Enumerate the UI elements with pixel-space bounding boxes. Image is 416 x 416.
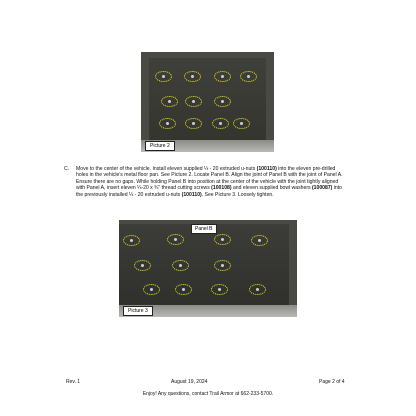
highlight-ring xyxy=(184,71,201,82)
highlight-ring xyxy=(172,260,189,271)
highlight-ring xyxy=(155,71,172,82)
highlight-ring xyxy=(123,235,140,246)
part-number: (100087) xyxy=(311,185,333,192)
page-number: Page 2 of 4 xyxy=(319,379,345,385)
highlight-ring xyxy=(185,96,202,107)
panel-b-label: Panel B xyxy=(191,224,217,234)
highlight-ring xyxy=(134,260,151,271)
revision-label: Rev. 1 xyxy=(66,379,81,385)
highlight-ring xyxy=(214,260,231,271)
step-text: into the previously installed ¼ - 20 extruded u-nuts xyxy=(76,185,343,198)
highlight-ring xyxy=(211,284,228,295)
highlight-ring xyxy=(214,234,231,245)
highlight-ring xyxy=(214,71,231,82)
highlight-ring xyxy=(240,71,257,82)
highlight-ring xyxy=(214,96,231,107)
contact-line: Enjoy! Any questions, contact Trail Armor at 662-233-5700. xyxy=(142,391,274,397)
step-c-instructions xyxy=(64,166,348,198)
part-number: (100110) xyxy=(256,166,277,172)
step-marker: C. xyxy=(64,166,70,172)
highlight-ring xyxy=(251,235,268,246)
picture-2-photo xyxy=(141,52,274,152)
part-number: (100110) xyxy=(181,191,202,198)
footer-date: August 19, 2024 xyxy=(171,379,208,385)
highlight-ring xyxy=(212,118,229,129)
picture-2-caption: Picture 2 xyxy=(145,141,175,151)
highlight-ring xyxy=(175,284,192,295)
step-text: . See Picture 3. Loosely tighten. xyxy=(201,191,274,198)
part-number: (100108) xyxy=(211,185,232,192)
highlight-ring xyxy=(185,118,202,129)
highlight-ring xyxy=(233,118,250,129)
picture-3-photo xyxy=(119,220,297,317)
highlight-ring xyxy=(167,234,184,245)
highlight-ring xyxy=(249,284,266,295)
step-text: Move to the center of the vehicle. Install eleven supplied ¼ - 20 extruded u-nuts xyxy=(76,166,257,172)
picture-3-caption: Picture 3 xyxy=(123,306,153,316)
highlight-ring xyxy=(161,96,178,107)
highlight-ring xyxy=(143,284,160,295)
step-text: and eleven supplied bowl washers xyxy=(231,185,312,192)
highlight-ring xyxy=(159,118,176,129)
step-text: into the eleven pre-drilled holes in the vehicle's metal floor pan. See Picture 2. Locate Panel B. Align the joint of Panel B with the joint of Panel A. Ensure there are no gaps. While holding Panel B into position at the center of the vehicle with the joint tightly aligned with Panel A, insert eleven ¼-20 x ¾" thread cutting screws xyxy=(76,166,343,192)
